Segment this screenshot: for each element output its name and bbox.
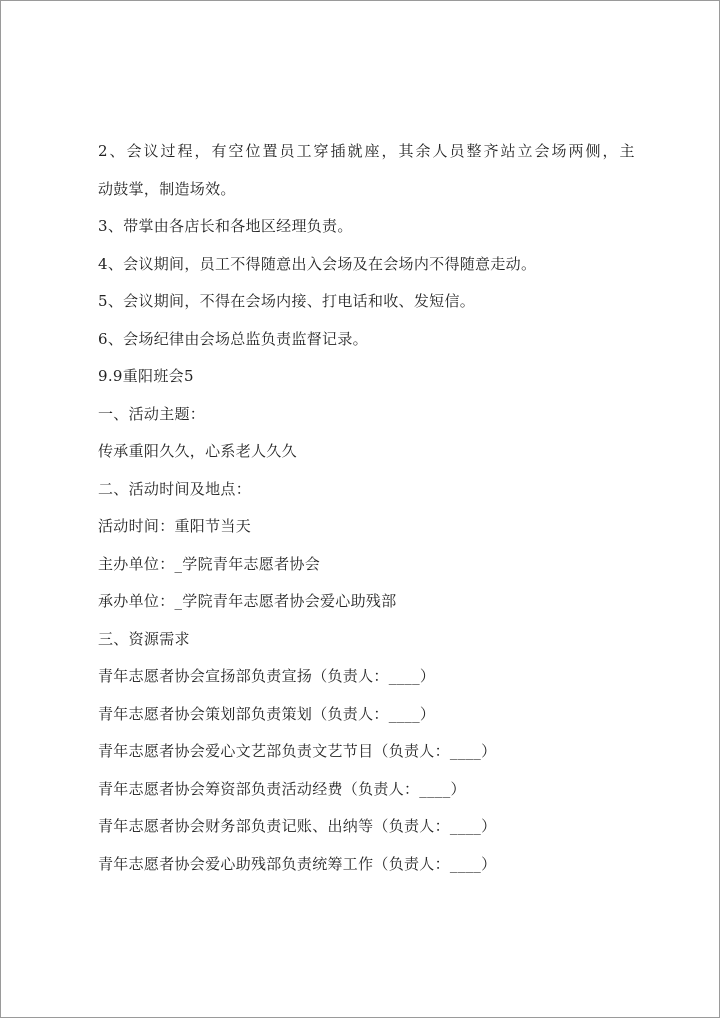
resource-item-planning: 青年志愿者协会策划部负责策划（负责人：____）: [98, 704, 436, 723]
activity-time: 活动时间：重阳节当天: [98, 517, 252, 535]
heading-resource-needs: 三、资源需求: [98, 629, 190, 648]
heading-time-location: 二、活动时间及地点：: [98, 479, 252, 498]
paragraph-item-3: 3、带掌由各店长和各地区经理负责。: [98, 217, 353, 235]
paragraph-item-2-line-2: 动鼓掌，制造场效。: [98, 179, 236, 198]
document-body: [98, 133, 658, 883]
organizer-unit: 承办单位：_学院青年志愿者协会爱心助残部: [98, 592, 397, 610]
host-unit: 主办单位：_学院青年志愿者协会: [98, 554, 321, 573]
resource-item-finance: 青年志愿者协会财务部负责记账、出纳等（负责人：____）: [98, 817, 497, 835]
heading-activity-theme: 一、活动主题：: [98, 404, 206, 423]
paragraph-item-5: 5、会议期间，不得在会场内接、打电话和收、发短信。: [98, 292, 476, 310]
resource-item-funding: 青年志愿者协会筹资部负责活动经费（负责人：____）: [98, 779, 466, 798]
resource-item-publicity: 青年志愿者协会宣扬部负责宣扬（负责人：____）: [98, 667, 436, 685]
paragraph-item-6: 6、会场纪律由会场总监负责监督记录。: [98, 329, 368, 348]
paragraph-item-4: 4、会议期间，员工不得随意出入会场及在会场内不得随意走动。: [98, 254, 537, 273]
paragraph-item-2-line-1: 2、会议过程，有空位置员工穿插就座，其余人员整齐站立会场两侧，主: [98, 142, 637, 160]
activity-theme-text: 传承重阳久久，心系老人久久: [98, 442, 297, 460]
section-title: 9.9重阳班会5: [98, 367, 194, 385]
resource-item-coordination: 青年志愿者协会爱心助残部负责统筹工作（负责人：____）: [98, 854, 497, 873]
resource-item-performance: 青年志愿者协会爱心文艺部负责文艺节目（负责人：____）: [98, 742, 497, 760]
